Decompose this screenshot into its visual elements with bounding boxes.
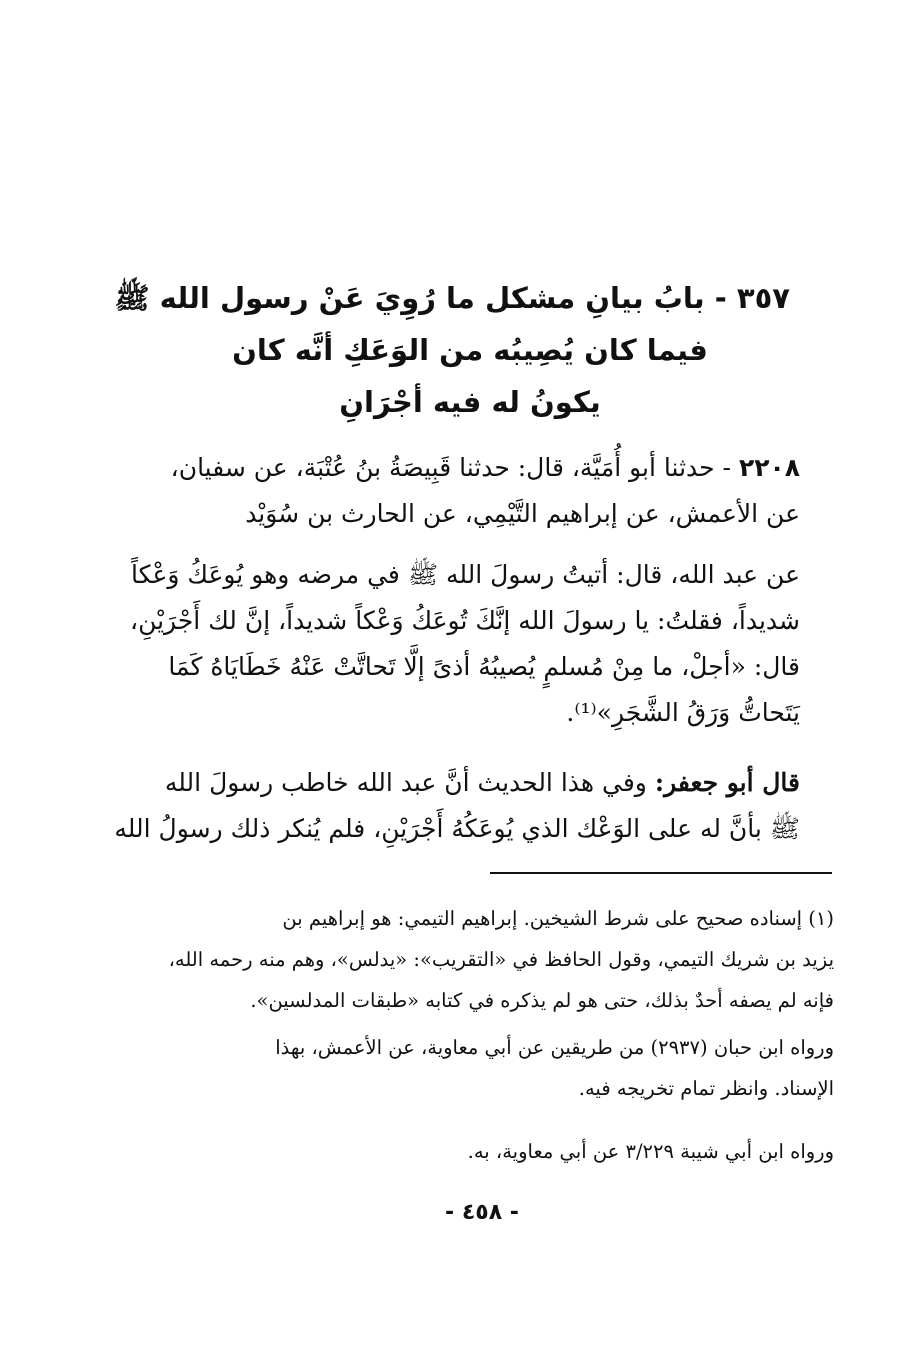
commentary (114, 760, 800, 852)
footnote-line-1: (١) إسناده صحيح على شرط الشيخين. إبراهيم التيمي: هو إبراهيم بن (282, 907, 834, 930)
isnad-line-1-text: - حدثنا أبو أُمَيَّة، قال: حدثنا قَبِيصَةُ بنُ عُتْبَة، عن سفيان، (170, 453, 731, 482)
isnad-line-2: عن الأعمش، عن إبراهيم التَّيْمِي، عن الحارث بن سُوَيْد (245, 499, 800, 528)
commentary-line-1-text: وفي هذا الحديث أنَّ عبد الله خاطب رسولَ الله (164, 768, 647, 797)
matn-line-4: يَتَحاتُّ وَرَقُ الشَّجَرِ»⁽¹⁾. (566, 698, 800, 727)
chapter-heading (114, 272, 790, 428)
commentary-line-1 (120, 760, 800, 806)
footnotes (118, 898, 834, 1172)
hadith-matn (120, 552, 800, 736)
page-number: - ٤٥٨ - (445, 1200, 519, 1225)
hadith-isnad (120, 445, 800, 537)
hadith-number: ٢٢٠٨ (738, 453, 800, 482)
footnote-line-6: ورواه ابن أبي شيبة ٣/٢٢٩ عن أبي معاوية، به. (467, 1140, 834, 1163)
commentary-speaker: قال أبو جعفر: (654, 768, 800, 797)
heading-line-3: يكونُ له فيه أجْرَانِ (339, 385, 601, 419)
isnad-line-1 (120, 445, 800, 491)
matn-line-2: شديداً، فقلتُ: يا رسولَ الله إنَّكَ تُوعَكُ وَعْكاً شديداً، إنَّ لك أَجْرَيْنِ، (130, 606, 800, 635)
footnote-line-5: الإسناد. وانظر تمام تخريجه فيه. (578, 1077, 834, 1100)
footnote-line-4: ورواه ابن حبان (٢٩٣٧) من طريقين عن أبي معاوية، عن الأعمش، بهذا (275, 1036, 834, 1059)
heading-line-2: فيما كان يُصِيبُه من الوَعَكِ أنَّه كان (232, 333, 708, 367)
commentary-line-2: ﷺ بأنَّ له على الوَعْك الذي يُوعَكُهُ أَجْرَيْنِ، فلم يُنكر ذلك رسولُ الله (114, 814, 800, 843)
footnote-divider (490, 872, 832, 874)
footnote-line-3: فإنه لم يصفه أحدٌ بذلك، حتى هو لم يذكره في كتابه «طبقات المدلسين». (250, 989, 834, 1012)
heading-line-1: ٣٥٧ - بابُ بيانِ مشكل ما رُوِيَ عَنْ رسول الله ﷺ (114, 281, 790, 315)
matn-line-1: عن عبد الله، قال: أتيتُ رسولَ الله ﷺ في مرضه وهو يُوعَكُ وَعْكاً (131, 560, 800, 589)
footnote-line-2: يزيد بن شريك التيمي، وقول الحافظ في «التقريب»: «يدلس»، وهم منه رحمه الله، (168, 948, 834, 971)
matn-line-3: قال: «أجلْ، ما مِنْ مُسلمٍ يُصيبُهُ أذىً إلَّا تَحاتَّتْ عَنْهُ خَطَايَاهُ كَمَا (168, 652, 800, 681)
